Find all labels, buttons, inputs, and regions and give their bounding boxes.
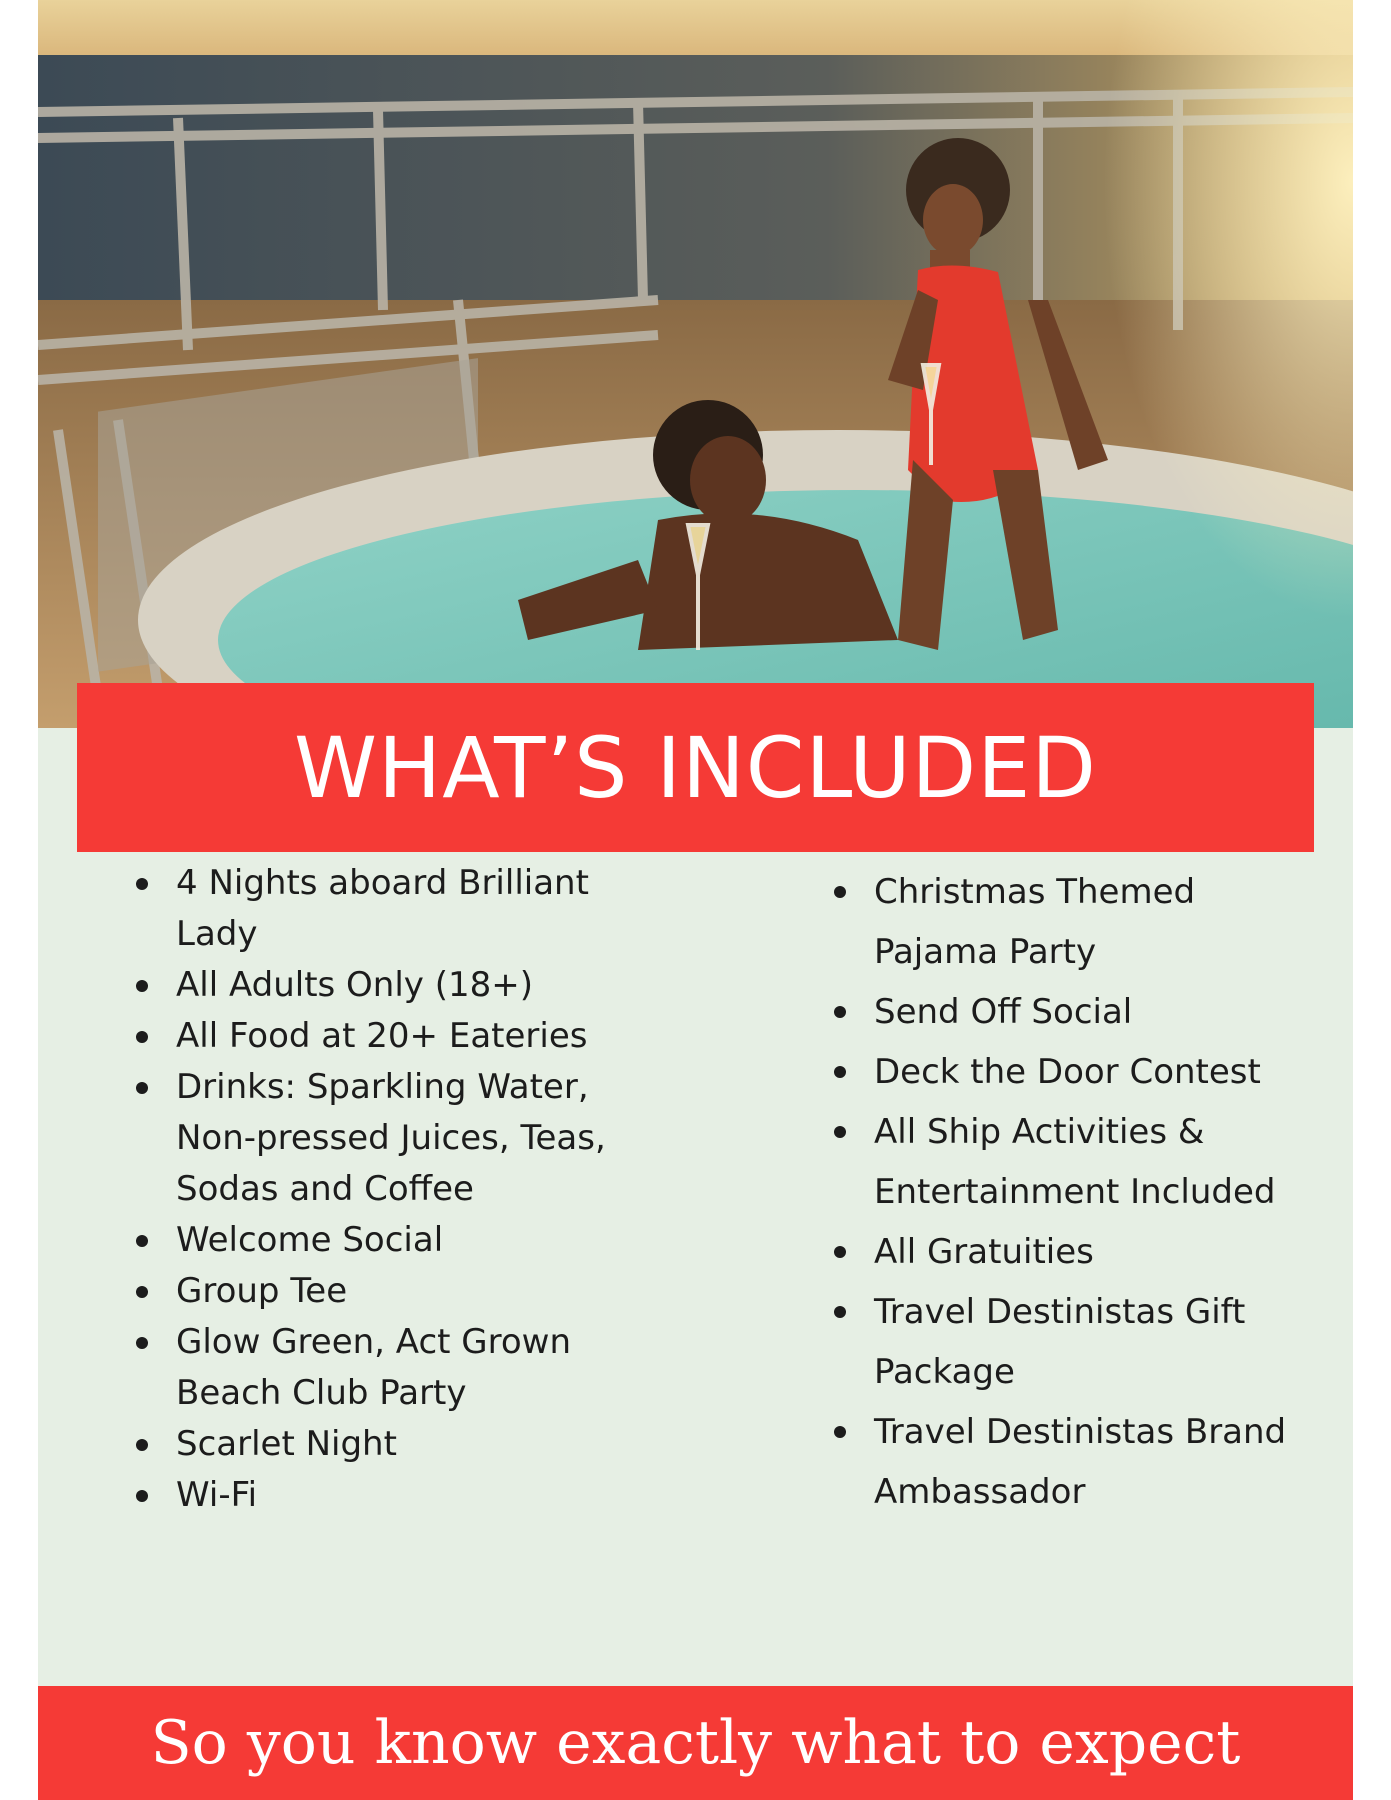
- list-item: [176, 1470, 616, 1521]
- bullet-icon: [834, 1006, 846, 1018]
- list-item-text: Travel Destinistas Gift Package: [874, 1292, 1246, 1392]
- list-item: [176, 858, 616, 960]
- bullet-icon: [136, 1286, 148, 1298]
- list-item-text: Glow Green, Act Grown Beach Club Party: [176, 1322, 572, 1413]
- list-item-text: Scarlet Night: [176, 1424, 397, 1464]
- list-item: [176, 1317, 616, 1419]
- banner-title: WHAT’S INCLUDED: [294, 718, 1097, 817]
- bullet-icon: [136, 878, 148, 890]
- whats-included-banner: [77, 683, 1314, 852]
- included-list-left: [176, 858, 616, 1521]
- list-item: [874, 1042, 1314, 1102]
- hot-tub-couple-illustration: [38, 0, 1353, 728]
- footer-tagline: So you know exactly what to expect: [150, 1708, 1241, 1778]
- bullet-icon: [136, 1490, 148, 1502]
- list-item-text: Deck the Door Contest: [874, 1052, 1261, 1092]
- bullet-icon: [834, 1426, 846, 1438]
- list-item: [874, 1102, 1314, 1222]
- bullet-icon: [136, 1337, 148, 1349]
- list-item-text: Drinks: Sparkling Water, Non-pressed Juices, Teas, Sodas and Coffee: [176, 1067, 606, 1209]
- bullet-icon: [834, 1066, 846, 1078]
- bullet-icon: [136, 1439, 148, 1451]
- list-item-text: Christmas Themed Pajama Party: [874, 872, 1196, 972]
- hero-photo: [38, 0, 1353, 728]
- list-item: [874, 1282, 1314, 1402]
- list-item: [176, 1215, 616, 1266]
- bullet-icon: [834, 1246, 846, 1258]
- bullet-icon: [834, 886, 846, 898]
- footer-banner: [38, 1686, 1353, 1800]
- flyer-page: [38, 0, 1353, 1800]
- bullet-icon: [136, 1235, 148, 1247]
- list-item-text: All Adults Only (18+): [176, 965, 534, 1005]
- list-item: [176, 1011, 616, 1062]
- list-item: [176, 1062, 616, 1215]
- bullet-icon: [834, 1126, 846, 1138]
- list-item-text: All Ship Activities & Entertainment Included: [874, 1112, 1276, 1212]
- bullet-icon: [136, 980, 148, 992]
- list-item-text: All Gratuities: [874, 1232, 1094, 1272]
- list-item-text: 4 Nights aboard Brilliant Lady: [176, 863, 589, 954]
- list-item: [874, 982, 1314, 1042]
- list-item-text: All Food at 20+ Eateries: [176, 1016, 588, 1056]
- list-item: [874, 1402, 1314, 1522]
- list-item: [176, 1266, 616, 1317]
- bullet-icon: [136, 1082, 148, 1094]
- included-list-right: [874, 862, 1314, 1522]
- list-item: [176, 960, 616, 1011]
- list-item-text: Wi-Fi: [176, 1475, 258, 1515]
- bullet-icon: [136, 1031, 148, 1043]
- list-item-text: Welcome Social: [176, 1220, 444, 1260]
- list-item: [874, 1222, 1314, 1282]
- list-item-text: Send Off Social: [874, 992, 1133, 1032]
- list-item: [176, 1419, 616, 1470]
- list-item-text: Group Tee: [176, 1271, 348, 1311]
- list-item-text: Travel Destinistas Brand Ambassador: [874, 1412, 1287, 1512]
- list-item: [874, 862, 1314, 982]
- bullet-icon: [834, 1306, 846, 1318]
